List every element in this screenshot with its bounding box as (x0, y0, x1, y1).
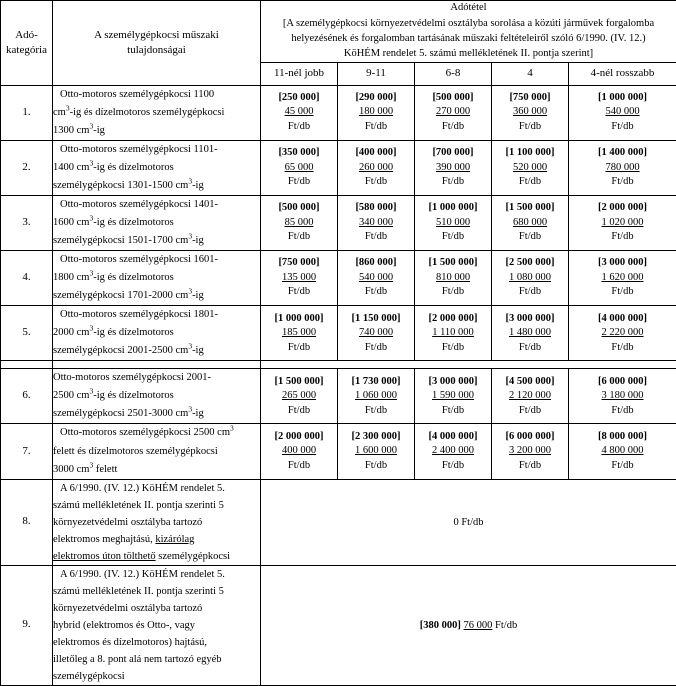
value-bracket: [1 100 000] (492, 146, 568, 160)
header-tax-amount-note-line3: KöHÉM rendelet 5. számú mellékletének II. pontja szerint] (261, 47, 676, 62)
value-unit: Ft/db (261, 459, 337, 473)
value-unit: Ft/db (261, 404, 337, 418)
row-value-cell (338, 85, 415, 140)
value-bracket: [380 000] (420, 620, 461, 631)
row-value-cell (569, 140, 676, 195)
value-amount: 3 180 000 (569, 389, 676, 403)
value-unit: Ft/db (261, 285, 337, 299)
row-value-cell (492, 306, 569, 361)
value-unit: Ft/db (492, 459, 568, 473)
row-description: Otto-motoros személygépkocsi 1100 $cm^3-ig$ és dízelmotoros személygépkocsi 1300 $cm^3-ig$ (53, 85, 261, 140)
row-category: 9. (1, 565, 53, 685)
row-value-cell (492, 140, 569, 195)
value-bracket: [700 000] (415, 146, 491, 160)
table-body (1, 85, 676, 685)
separator-cell (415, 361, 492, 369)
row-value-cell (261, 369, 338, 424)
row-value-cell (338, 140, 415, 195)
separator-cell (53, 361, 261, 369)
header-vehicle-properties-line1: A személygépkocsi műszaki (94, 29, 219, 41)
value-amount: 510 000 (415, 216, 491, 230)
value-unit: Ft/db (495, 620, 517, 631)
header-class-column-3: 6-8 (415, 62, 492, 85)
value-bracket: [580 000] (338, 201, 414, 215)
row-value-cell (492, 195, 569, 250)
value-bracket: [2 000 000] (261, 430, 337, 444)
value-bracket: [2 000 000] (415, 312, 491, 326)
row-description: Otto-motoros személygépkocsi 1601- 1800 $cm^3-ig$ és dízelmotoros személygépkocsi 1701-2000 $cm^3-ig$ (53, 251, 261, 306)
row-value-cell (338, 195, 415, 250)
header-vehicle-properties-line2: tulajdonságai (127, 44, 186, 56)
row-category: 7. (1, 424, 53, 479)
row-value-cell (338, 369, 415, 424)
value-unit: Ft/db (569, 404, 676, 418)
value-unit: Ft/db (338, 404, 414, 418)
value-unit: Ft/db (261, 175, 337, 189)
row-span-value: 0 Ft/db (261, 479, 676, 565)
value-bracket: [2 500 000] (492, 256, 568, 270)
table-row (1, 369, 676, 424)
row-category: 6. (1, 369, 53, 424)
value-unit: Ft/db (415, 175, 491, 189)
row-category: 5. (1, 306, 53, 361)
value-bracket: [400 000] (338, 146, 414, 160)
header-tax-amount-title: Adótétel (261, 1, 676, 16)
header-tax-amount (261, 1, 676, 63)
value-unit: Ft/db (338, 285, 414, 299)
value-amount: 185 000 (261, 326, 337, 340)
row-value-cell (415, 85, 492, 140)
value-unit: Ft/db (415, 341, 491, 355)
value-unit: Ft/db (492, 175, 568, 189)
value-bracket: [1 150 000] (338, 312, 414, 326)
value-amount: 65 000 (261, 161, 337, 175)
header-vehicle-properties (53, 1, 261, 86)
table-row (1, 565, 676, 685)
value-unit: Ft/db (569, 285, 676, 299)
value-unit: Ft/db (569, 459, 676, 473)
value-amount: 390 000 (415, 161, 491, 175)
row-value-cell (261, 251, 338, 306)
value-amount: 360 000 (492, 105, 568, 119)
header-tax-amount-note-line1: [A személygépkocsi környezetvédelmi osztályba sorolása a közúti járművek forgalomba (261, 17, 676, 32)
row-value-cell (415, 251, 492, 306)
row-description: A 6/1990. (IV. 12.) KöHÉM rendelet 5. számú mellékletének II. pontja szerinti 5 környezetvédelmi osztályba tartozó hybrid (elektromos és Otto-, vagy elektromos és dízelmotoros) hajtású, illetőleg a 8. pont alá nem tartozó egyéb személygépkocsi (53, 565, 261, 685)
row-value-cell (492, 424, 569, 479)
value-bracket: [4 000 000] (415, 430, 491, 444)
value-unit: Ft/db (569, 175, 676, 189)
value-amount: 2 120 000 (492, 389, 568, 403)
value-bracket: [3 000 000] (492, 312, 568, 326)
header-tax-category (1, 1, 53, 86)
value-bracket: [250 000] (261, 91, 337, 105)
value-bracket: [2 300 000] (338, 430, 414, 444)
separator-cell (569, 361, 676, 369)
value-amount: 135 000 (261, 271, 337, 285)
row-value-cell (492, 251, 569, 306)
row-category: 8. (1, 479, 53, 565)
value-amount: 2 400 000 (415, 444, 491, 458)
value-amount: 540 000 (569, 105, 676, 119)
value-amount: 3 200 000 (492, 444, 568, 458)
header-class-column-4: 4 (492, 62, 569, 85)
row-description: Otto-motoros személygépkocsi 1401- 1600 $cm^3-ig$ és dízelmotoros személygépkocsi 1501-1700 $cm^3-ig$ (53, 195, 261, 250)
value-amount: 2 220 000 (569, 326, 676, 340)
value-unit: Ft/db (569, 120, 676, 134)
value-bracket: [8 000 000] (569, 430, 676, 444)
value-unit: Ft/db (338, 175, 414, 189)
table-row (1, 195, 676, 250)
row-value-cell (492, 369, 569, 424)
value-unit: Ft/db (415, 404, 491, 418)
row-category: 4. (1, 251, 53, 306)
row-value-cell (415, 140, 492, 195)
value-amount: 540 000 (338, 271, 414, 285)
value-bracket: [2 000 000] (569, 201, 676, 215)
table-row (1, 306, 676, 361)
row-category: 1. (1, 85, 53, 140)
value-amount: 76 000 (464, 620, 493, 631)
header-class-column-5: 4-nél rosszabb (569, 62, 676, 85)
value-bracket: [4 500 000] (492, 375, 568, 389)
value-unit: Ft/db (261, 120, 337, 134)
row-description: Otto-motoros személygépkocsi 1101- 1400 $cm^3-ig$ és dízelmotoros személygépkocsi 1301-1500 $cm^3-ig$ (53, 140, 261, 195)
value-amount: 1 590 000 (415, 389, 491, 403)
header-tax-category-line1: Adó- (15, 29, 38, 41)
value-amount: 1 060 000 (338, 389, 414, 403)
value-unit: Ft/db (415, 285, 491, 299)
value-bracket: [860 000] (338, 256, 414, 270)
row-description: A 6/1990. (IV. 12.) KöHÉM rendelet 5. számú mellékletének II. pontja szerinti 5 környezetvédelmi osztályba tartozó elektromos meghajtású, kizárólag elektromos úton tölthető személygépkocsi (53, 479, 261, 565)
row-category: 2. (1, 140, 53, 195)
value-unit: Ft/db (338, 230, 414, 244)
value-amount: 1 020 000 (569, 216, 676, 230)
value-amount: 1 480 000 (492, 326, 568, 340)
value-amount: 4 800 000 (569, 444, 676, 458)
value-amount: 340 000 (338, 216, 414, 230)
value-bracket: [500 000] (415, 91, 491, 105)
value-amount: 400 000 (261, 444, 337, 458)
separator-cell (338, 361, 415, 369)
row-value-cell (338, 306, 415, 361)
row-value-cell (569, 306, 676, 361)
value-amount: 520 000 (492, 161, 568, 175)
value-amount: 85 000 (261, 216, 337, 230)
row-value-cell (569, 424, 676, 479)
header-tax-amount-note-line2: helyezésének és forgalomban tartásának műszaki feltételeiről szóló 6/1990. (IV. 12.) (261, 32, 676, 47)
value-amount: 780 000 (569, 161, 676, 175)
value-unit: Ft/db (569, 341, 676, 355)
value-bracket: [1 400 000] (569, 146, 676, 160)
value-unit: Ft/db (492, 404, 568, 418)
row-value-cell (569, 85, 676, 140)
value-bracket: [3 000 000] (415, 375, 491, 389)
value-unit: Ft/db (338, 341, 414, 355)
value-bracket: [1 730 000] (338, 375, 414, 389)
row-value-cell (261, 306, 338, 361)
value-bracket: [750 000] (492, 91, 568, 105)
row-value-cell (415, 195, 492, 250)
value-bracket: [1 000 000] (415, 201, 491, 215)
row-value-cell (569, 251, 676, 306)
row-value-cell (492, 85, 569, 140)
row-value-cell (338, 424, 415, 479)
row-value-cell (569, 195, 676, 250)
separator-cell (492, 361, 569, 369)
value-bracket: [750 000] (261, 256, 337, 270)
value-unit: Ft/db (261, 230, 337, 244)
header-class-column-1: 11-nél jobb (261, 62, 338, 85)
table-row (1, 251, 676, 306)
row-value-cell (261, 140, 338, 195)
table-row (1, 479, 676, 565)
row-value-cell (338, 251, 415, 306)
value-bracket: [6 000 000] (569, 375, 676, 389)
value-amount: 1 080 000 (492, 271, 568, 285)
value-amount: 260 000 (338, 161, 414, 175)
value-amount: 180 000 (338, 105, 414, 119)
value-bracket: [1 500 000] (415, 256, 491, 270)
value-unit: Ft/db (415, 459, 491, 473)
header-row-top (1, 1, 676, 63)
value-unit: Ft/db (415, 120, 491, 134)
table-row (1, 140, 676, 195)
header-tax-category-line2: kategória (6, 44, 47, 56)
row-value-cell (415, 424, 492, 479)
value-amount: 1 600 000 (338, 444, 414, 458)
value-amount: 1 110 000 (415, 326, 491, 340)
value-bracket: [3 000 000] (569, 256, 676, 270)
table-header (1, 1, 676, 86)
separator-cell (1, 361, 53, 369)
value-unit: Ft/db (261, 341, 337, 355)
header-class-column-2: 9-11 (338, 62, 415, 85)
value-bracket: [1 000 000] (569, 91, 676, 105)
value-unit: Ft/db (492, 230, 568, 244)
value-unit: Ft/db (569, 230, 676, 244)
value-unit: Ft/db (492, 285, 568, 299)
row-description: Otto-motoros személygépkocsi 2001- 2500 $cm^3-ig$ és dízelmotoros személygépkocsi 2501-3000 $cm^3-ig$ (53, 369, 261, 424)
separator-cell (261, 361, 338, 369)
value-bracket: [290 000] (338, 91, 414, 105)
value-unit: Ft/db (338, 120, 414, 134)
row-span-value (261, 565, 676, 685)
value-amount: 45 000 (261, 105, 337, 119)
value-bracket: [6 000 000] (492, 430, 568, 444)
table-row (1, 85, 676, 140)
value-amount: 740 000 (338, 326, 414, 340)
value-bracket: [1 500 000] (492, 201, 568, 215)
row-value-cell (415, 369, 492, 424)
value-unit: Ft/db (492, 341, 568, 355)
row-value-cell (569, 369, 676, 424)
value-amount: 810 000 (415, 271, 491, 285)
value-unit: Ft/db (338, 459, 414, 473)
row-category: 3. (1, 195, 53, 250)
value-bracket: [500 000] (261, 201, 337, 215)
value-unit: Ft/db (492, 120, 568, 134)
value-amount: 265 000 (261, 389, 337, 403)
value-bracket: [350 000] (261, 146, 337, 160)
row-separator-gap (1, 361, 676, 369)
row-value-cell (261, 195, 338, 250)
value-amount: 680 000 (492, 216, 568, 230)
value-bracket: [1 000 000] (261, 312, 337, 326)
row-description: Otto-motoros személygépkocsi 2500 $cm^3$ felett és dízelmotoros személygépkocsi 3000 $cm^3$ felett (53, 424, 261, 479)
value-bracket: [4 000 000] (569, 312, 676, 326)
row-value-cell (261, 424, 338, 479)
row-description: Otto-motoros személygépkocsi 1801- 2000 $cm^3-ig$ és dízelmotoros személygépkocsi 2001-2500 $cm^3-ig$ (53, 306, 261, 361)
table-row (1, 424, 676, 479)
value-amount: 270 000 (415, 105, 491, 119)
value-amount: 1 620 000 (569, 271, 676, 285)
value-bracket: [1 500 000] (261, 375, 337, 389)
row-value-cell (415, 306, 492, 361)
row-value-cell (261, 85, 338, 140)
value-unit: Ft/db (415, 230, 491, 244)
